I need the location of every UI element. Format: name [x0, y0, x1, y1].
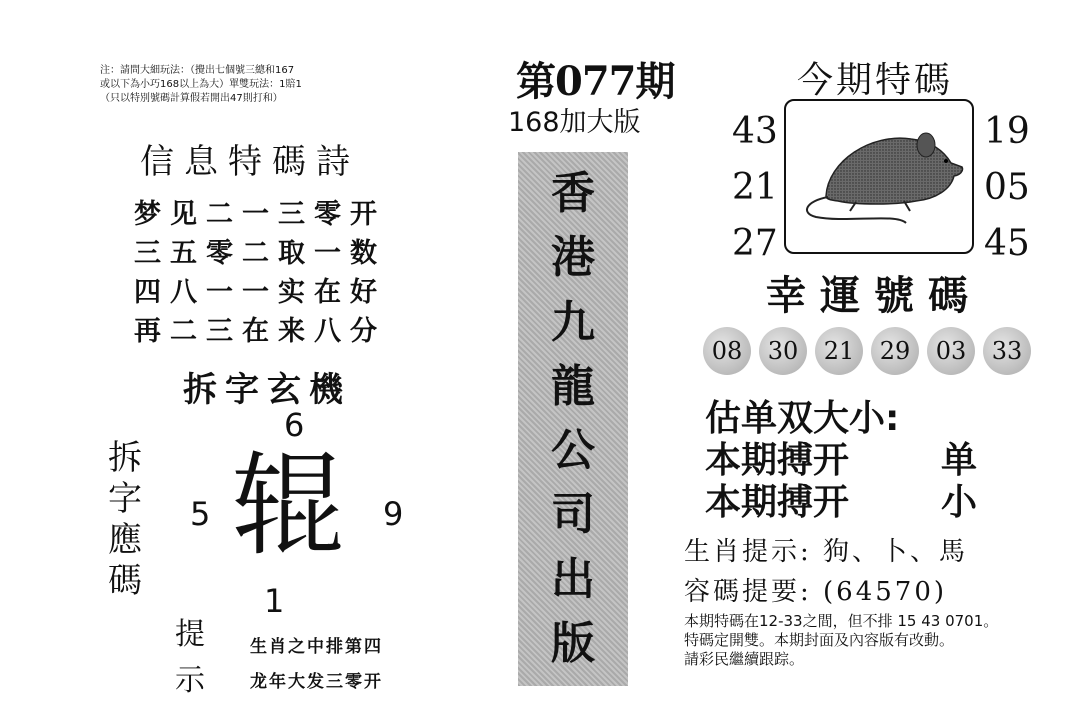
- poem-line: 三五零二取一数: [134, 238, 386, 269]
- guess-label: 本期搏开: [705, 440, 850, 481]
- chaizi-character: 辊: [232, 441, 344, 571]
- footer-line: 本期特碼在12-33之間，但不排 15 43 0701。: [684, 612, 999, 630]
- guess-title: 估单双大小:: [705, 398, 900, 439]
- lucky-number-ball: 21: [815, 327, 863, 375]
- guess-value: 小: [941, 482, 978, 523]
- chaizi-number-right: 9: [383, 495, 404, 533]
- chaizi-number-left: 5: [190, 495, 211, 533]
- chaizi-title: 拆字玄機: [183, 370, 351, 410]
- chaizi-number-top: 6: [284, 406, 305, 444]
- poem-line: 梦见二一三零开: [134, 199, 386, 230]
- special-number: 43: [732, 111, 778, 152]
- rat-icon: [786, 101, 972, 252]
- banner-char: 港: [551, 232, 595, 284]
- banner-char: 出: [551, 553, 595, 605]
- poem-line: 再二三在来八分: [134, 316, 386, 347]
- lucky-number-ball: 33: [983, 327, 1031, 375]
- footer-line: 特碼定開雙。本期封面及內容版有改動。: [684, 631, 955, 649]
- special-number: 19: [984, 111, 1030, 152]
- chaizi-label: 拆字應碼: [108, 438, 142, 601]
- footer-line: 請彩民繼續跟踪。: [684, 650, 805, 668]
- banner-char: 香: [551, 168, 595, 220]
- lucky-number-ball: 03: [927, 327, 975, 375]
- lucky-number-ball: 30: [759, 327, 807, 375]
- special-number: 27: [732, 223, 778, 264]
- guess-label: 本期搏开: [705, 482, 850, 523]
- hint-line: 龙年大发三零开: [250, 672, 383, 692]
- special-number: 45: [984, 223, 1030, 264]
- banner-char: 司: [551, 489, 595, 541]
- special-number: 21: [732, 167, 778, 208]
- rat-icon-frame: [784, 99, 974, 254]
- zodiac-hints: [684, 532, 968, 612]
- issue-number: 第077期: [516, 58, 675, 105]
- hint-lines: [250, 630, 383, 700]
- odd-even-guess: [705, 398, 978, 524]
- special-numbers-left: [732, 104, 778, 272]
- edition-label: 168加大版: [508, 107, 641, 138]
- rules-note-line: 或以下為小巧168以上為大）單雙玩法：1賠1: [100, 79, 302, 90]
- hint-line: 生肖之中排第四: [250, 637, 383, 657]
- guess-row: [705, 482, 978, 524]
- lucky-numbers: [703, 327, 1031, 375]
- poem-title: 信息特碼詩: [140, 142, 360, 182]
- banner-char: 版: [551, 617, 595, 669]
- special-number: 05: [984, 167, 1030, 208]
- poem-line: 四八一一实在好: [134, 277, 386, 308]
- guess-value: 单: [941, 440, 978, 481]
- chaizi-number-bottom: 1: [264, 582, 285, 620]
- banner-char: 公: [551, 425, 595, 477]
- rules-note-line: （只以特別號碼計算假若開出47則打和）: [100, 93, 283, 104]
- rules-note: [100, 64, 400, 106]
- lucky-numbers-title: 幸運號碼: [766, 272, 982, 319]
- hint-label: 提示: [175, 617, 205, 698]
- guess-row: [705, 440, 978, 482]
- lucky-number-ball: 08: [703, 327, 751, 375]
- zodiac-hint: 生肖提示: 狗、卜、馬: [684, 537, 969, 567]
- footer-note: [684, 612, 998, 669]
- banner-char: 九: [551, 296, 595, 348]
- lucky-number-ball: 29: [871, 327, 919, 375]
- publisher-banner: [518, 152, 628, 686]
- code-hint: 容碼提要: (64570): [684, 577, 948, 607]
- special-code-title: 今期特碼: [797, 60, 954, 101]
- banner-char: 龍: [551, 360, 595, 412]
- rules-note-line: 注：請問大細玩法：（攪出七個號三總和167: [100, 65, 295, 76]
- special-numbers-right: [984, 104, 1030, 272]
- poem: [134, 195, 434, 351]
